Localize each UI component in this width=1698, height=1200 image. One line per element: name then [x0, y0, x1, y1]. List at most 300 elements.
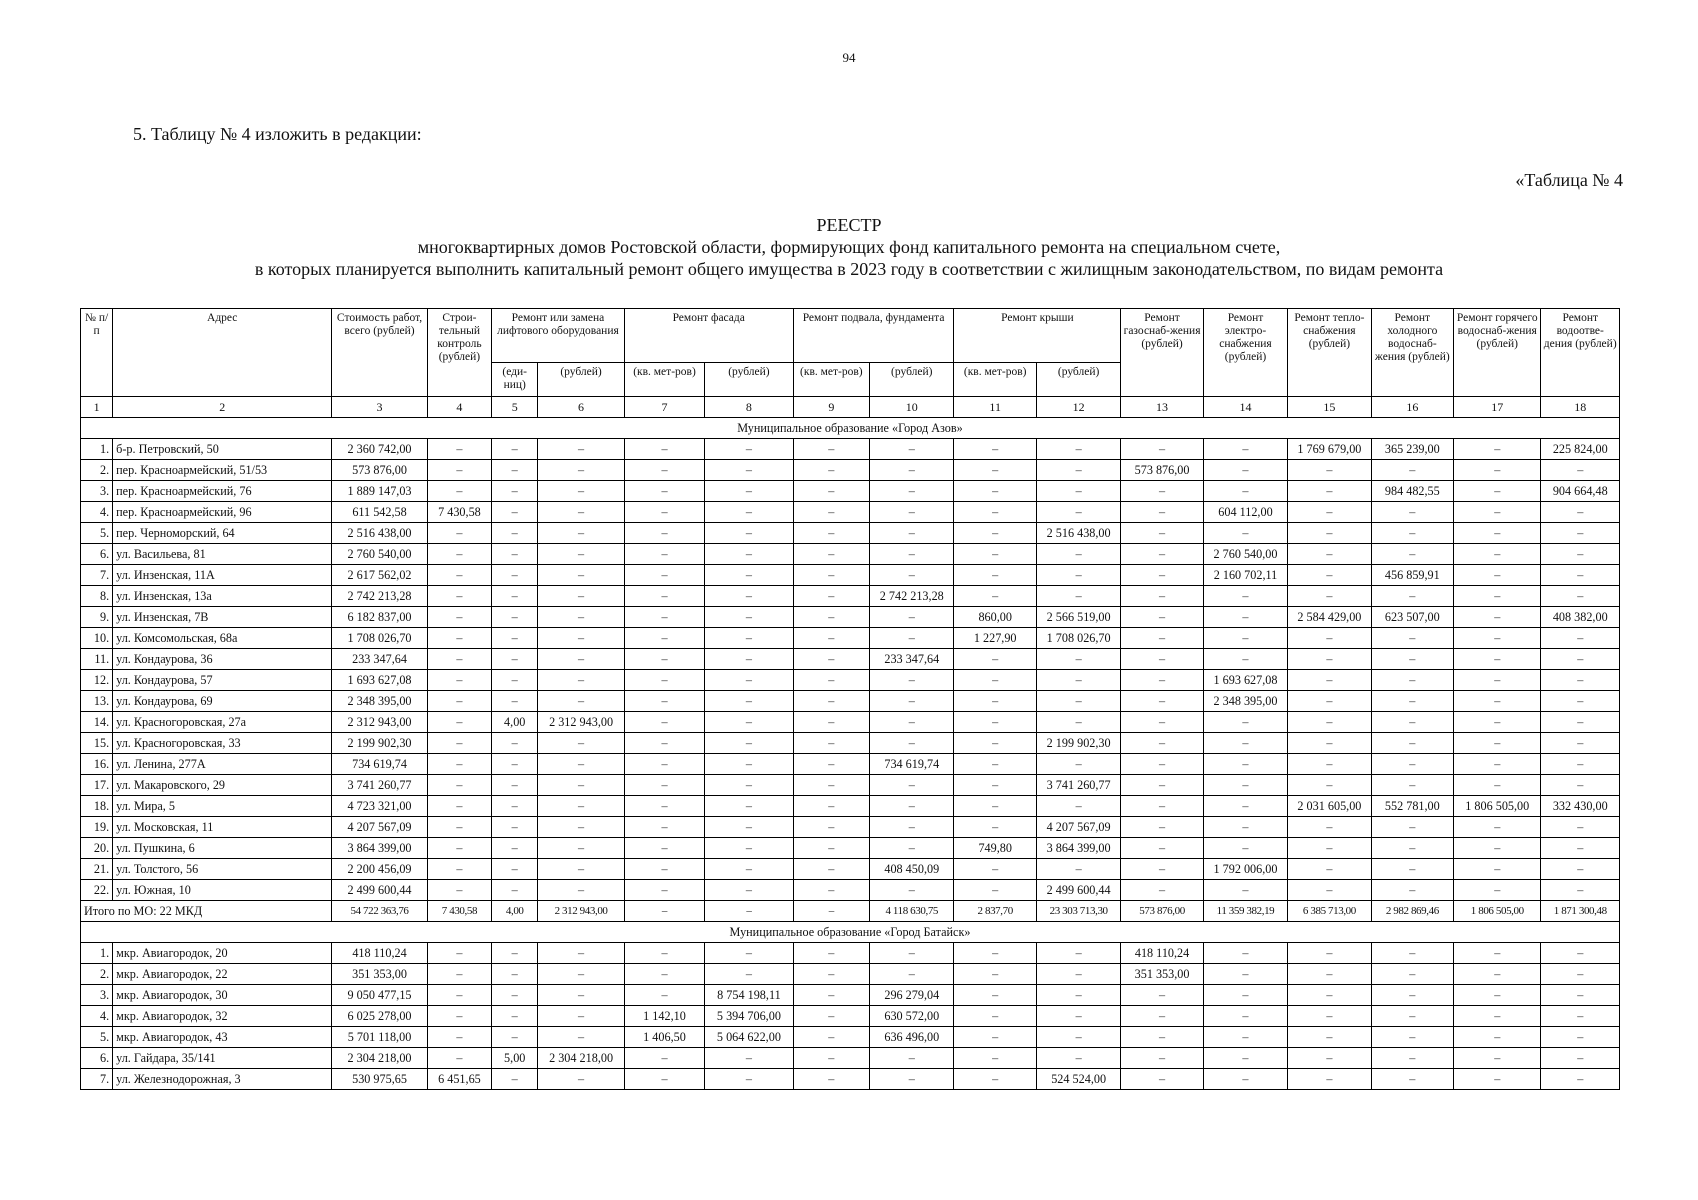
value-cell: – — [1288, 733, 1371, 754]
column-number: 1 — [81, 397, 113, 418]
value-cell: – — [1036, 670, 1120, 691]
value-cell: – — [954, 964, 1036, 985]
value-cell: – — [1036, 544, 1120, 565]
section-header-row — [81, 922, 1620, 943]
table-row — [81, 691, 1620, 712]
value-cell: – — [538, 838, 624, 859]
value-cell: – — [1288, 1048, 1371, 1069]
table-row — [81, 796, 1620, 817]
value-cell: – — [538, 439, 624, 460]
value-cell: – — [492, 733, 538, 754]
value-cell: – — [705, 481, 793, 502]
value-cell: – — [538, 586, 624, 607]
value-cell: 3 741 260,77 — [332, 775, 427, 796]
value-cell: – — [1203, 1048, 1287, 1069]
value-cell: – — [1203, 964, 1287, 985]
value-cell: – — [427, 586, 491, 607]
value-cell: – — [492, 523, 538, 544]
column-number: 16 — [1371, 397, 1453, 418]
table-header — [81, 309, 1620, 397]
value-cell: 3 864 399,00 — [1036, 838, 1120, 859]
value-cell: – — [538, 985, 624, 1006]
value-cell: – — [1121, 1027, 1203, 1048]
value-cell: 1 406,50 — [624, 1027, 704, 1048]
value-cell: – — [1454, 481, 1541, 502]
value-cell: 5,00 — [492, 1048, 538, 1069]
value-cell: – — [1036, 859, 1120, 880]
value-cell: – — [1203, 460, 1287, 481]
value-cell: – — [1203, 754, 1287, 775]
row-number: 13. — [81, 691, 113, 712]
value-cell: – — [1454, 691, 1541, 712]
value-cell: 2 516 438,00 — [332, 523, 427, 544]
value-cell: – — [624, 523, 704, 544]
value-cell: 2 617 562,02 — [332, 565, 427, 586]
value-cell: 1 792 006,00 — [1203, 859, 1287, 880]
value-cell: 2 160 702,11 — [1203, 565, 1287, 586]
value-cell: – — [492, 649, 538, 670]
value-cell: – — [1454, 775, 1541, 796]
value-cell: – — [1454, 607, 1541, 628]
value-cell: – — [492, 439, 538, 460]
value-cell: – — [492, 481, 538, 502]
value-cell: – — [1454, 754, 1541, 775]
row-number: 6. — [81, 1048, 113, 1069]
value-cell: – — [1541, 1027, 1620, 1048]
header-electric: Ремонт электро-снабжения (рублей) — [1203, 309, 1287, 397]
value-cell: 630 572,00 — [870, 1006, 954, 1027]
value-cell: – — [954, 796, 1036, 817]
row-number: 10. — [81, 628, 113, 649]
value-cell: – — [1541, 817, 1620, 838]
value-cell: – — [705, 817, 793, 838]
header-roof-rub: (рублей) — [1036, 363, 1120, 397]
value-cell: 6 182 837,00 — [332, 607, 427, 628]
value-cell: – — [538, 460, 624, 481]
value-cell: – — [624, 586, 704, 607]
value-cell: – — [870, 544, 954, 565]
value-cell: – — [793, 586, 869, 607]
value-cell: – — [793, 502, 869, 523]
value-cell: – — [1121, 712, 1203, 733]
value-cell: 749,80 — [954, 838, 1036, 859]
value-cell: – — [1371, 880, 1453, 901]
column-number: 9 — [793, 397, 869, 418]
value-cell: – — [1454, 712, 1541, 733]
document-title — [0, 214, 1698, 280]
header-address: Адрес — [113, 309, 332, 397]
value-cell: – — [538, 1006, 624, 1027]
table-row — [81, 1048, 1620, 1069]
value-cell: – — [870, 481, 954, 502]
value-cell: – — [1541, 544, 1620, 565]
value-cell: – — [1454, 985, 1541, 1006]
value-cell: – — [793, 817, 869, 838]
value-cell: – — [870, 502, 954, 523]
value-cell: – — [793, 523, 869, 544]
value-cell: – — [427, 439, 491, 460]
address-cell: пер. Красноармейский, 96 — [113, 502, 332, 523]
table-row — [81, 670, 1620, 691]
value-cell: – — [1121, 502, 1203, 523]
row-number: 1. — [81, 439, 113, 460]
value-cell: – — [705, 859, 793, 880]
value-cell: – — [1036, 754, 1120, 775]
address-cell: ул. Васильева, 81 — [113, 544, 332, 565]
table-row — [81, 439, 1620, 460]
value-cell: – — [492, 859, 538, 880]
table-row — [81, 460, 1620, 481]
column-number-row — [81, 397, 1620, 418]
value-cell: – — [705, 880, 793, 901]
header-heat: Ремонт тепло-снабжения (рублей) — [1288, 309, 1371, 397]
value-cell: – — [427, 796, 491, 817]
value-cell: 4 207 567,09 — [1036, 817, 1120, 838]
value-cell: – — [954, 817, 1036, 838]
total-value: 2 837,70 — [954, 901, 1036, 922]
value-cell: – — [624, 880, 704, 901]
value-cell: – — [1454, 1006, 1541, 1027]
value-cell: – — [870, 1069, 954, 1090]
value-cell: 2 760 540,00 — [1203, 544, 1287, 565]
value-cell: – — [1288, 544, 1371, 565]
value-cell: – — [1454, 460, 1541, 481]
total-value: 7 430,58 — [427, 901, 491, 922]
value-cell: – — [705, 754, 793, 775]
address-cell: ул. Ленина, 277А — [113, 754, 332, 775]
value-cell: – — [705, 607, 793, 628]
header-gas: Ремонт газоснаб-жения (рублей) — [1121, 309, 1203, 397]
value-cell: – — [624, 817, 704, 838]
value-cell: 6 451,65 — [427, 1069, 491, 1090]
value-cell: – — [624, 670, 704, 691]
column-number: 6 — [538, 397, 624, 418]
row-number: 8. — [81, 586, 113, 607]
value-cell: 2 348 395,00 — [1203, 691, 1287, 712]
value-cell: – — [427, 817, 491, 838]
value-cell: 225 824,00 — [1541, 439, 1620, 460]
address-cell: пер. Черноморский, 64 — [113, 523, 332, 544]
value-cell: – — [492, 775, 538, 796]
value-cell: – — [1203, 943, 1287, 964]
value-cell: – — [705, 775, 793, 796]
table-row — [81, 544, 1620, 565]
address-cell: мкр. Авиагородок, 30 — [113, 985, 332, 1006]
value-cell: – — [492, 565, 538, 586]
address-cell: ул. Пушкина, 6 — [113, 838, 332, 859]
value-cell: – — [1541, 712, 1620, 733]
column-number: 7 — [624, 397, 704, 418]
value-cell: – — [427, 964, 491, 985]
value-cell: – — [427, 712, 491, 733]
value-cell: 4 723 321,00 — [332, 796, 427, 817]
value-cell: – — [1036, 565, 1120, 586]
value-cell: – — [1541, 733, 1620, 754]
value-cell: – — [427, 607, 491, 628]
value-cell: – — [1371, 586, 1453, 607]
value-cell: – — [1541, 628, 1620, 649]
value-cell: – — [705, 628, 793, 649]
table-row — [81, 502, 1620, 523]
value-cell: – — [1288, 964, 1371, 985]
value-cell: – — [954, 649, 1036, 670]
value-cell: – — [793, 670, 869, 691]
value-cell: 573 876,00 — [332, 460, 427, 481]
table-row — [81, 565, 1620, 586]
value-cell: 233 347,64 — [332, 649, 427, 670]
value-cell: – — [1288, 691, 1371, 712]
address-cell: ул. Толстого, 56 — [113, 859, 332, 880]
value-cell: – — [954, 481, 1036, 502]
address-cell: пер. Красноармейский, 51/53 — [113, 460, 332, 481]
value-cell: – — [954, 754, 1036, 775]
value-cell: – — [793, 1027, 869, 1048]
row-number: 19. — [81, 817, 113, 838]
address-cell: б-р. Петровский, 50 — [113, 439, 332, 460]
value-cell: – — [492, 754, 538, 775]
address-cell: ул. Железнодорожная, 3 — [113, 1069, 332, 1090]
value-cell: – — [1036, 460, 1120, 481]
value-cell: – — [1036, 481, 1120, 502]
value-cell: – — [624, 565, 704, 586]
value-cell: 3 864 399,00 — [332, 838, 427, 859]
value-cell: 2 348 395,00 — [332, 691, 427, 712]
value-cell: – — [1541, 775, 1620, 796]
value-cell: 418 110,24 — [332, 943, 427, 964]
value-cell: 456 859,91 — [1371, 565, 1453, 586]
value-cell: – — [793, 607, 869, 628]
value-cell: – — [954, 775, 1036, 796]
value-cell: – — [1203, 733, 1287, 754]
value-cell: – — [705, 460, 793, 481]
row-number: 12. — [81, 670, 113, 691]
value-cell: 3 741 260,77 — [1036, 775, 1120, 796]
table-row — [81, 775, 1620, 796]
value-cell: – — [1454, 1048, 1541, 1069]
value-cell: – — [538, 502, 624, 523]
value-cell: 1 889 147,03 — [332, 481, 427, 502]
value-cell: – — [492, 1006, 538, 1027]
value-cell: – — [1454, 817, 1541, 838]
value-cell: 734 619,74 — [332, 754, 427, 775]
value-cell: – — [1454, 733, 1541, 754]
header-num: № п/п — [81, 309, 113, 397]
column-number: 14 — [1203, 397, 1287, 418]
value-cell: – — [1288, 754, 1371, 775]
table-row — [81, 943, 1620, 964]
table-row — [81, 880, 1620, 901]
value-cell: – — [1121, 523, 1203, 544]
value-cell: – — [1288, 985, 1371, 1006]
value-cell: – — [1371, 775, 1453, 796]
value-cell: – — [624, 1048, 704, 1069]
value-cell: – — [1288, 1006, 1371, 1027]
value-cell: – — [1454, 544, 1541, 565]
address-cell: пер. Красноармейский, 76 — [113, 481, 332, 502]
value-cell: – — [624, 754, 704, 775]
value-cell: – — [492, 628, 538, 649]
value-cell: 2 499 600,44 — [1036, 880, 1120, 901]
value-cell: – — [1454, 964, 1541, 985]
value-cell: 296 279,04 — [870, 985, 954, 1006]
value-cell: – — [1288, 817, 1371, 838]
value-cell: – — [1454, 439, 1541, 460]
row-number: 2. — [81, 460, 113, 481]
value-cell: – — [1371, 1069, 1453, 1090]
value-cell: – — [954, 880, 1036, 901]
value-cell: – — [624, 964, 704, 985]
value-cell: – — [793, 838, 869, 859]
value-cell: – — [1371, 817, 1453, 838]
table-row — [81, 964, 1620, 985]
table-row — [81, 586, 1620, 607]
value-cell: – — [492, 607, 538, 628]
value-cell: – — [1371, 1006, 1453, 1027]
value-cell: – — [624, 649, 704, 670]
total-value: 1 806 505,00 — [1454, 901, 1541, 922]
row-number: 16. — [81, 754, 113, 775]
value-cell: – — [870, 796, 954, 817]
header-basement-m: (кв. мет-ров) — [793, 363, 869, 397]
value-cell: – — [1121, 859, 1203, 880]
value-cell: 2 312 943,00 — [538, 712, 624, 733]
value-cell: – — [1121, 544, 1203, 565]
value-cell: 2 304 218,00 — [538, 1048, 624, 1069]
value-cell: – — [427, 460, 491, 481]
row-number: 15. — [81, 733, 113, 754]
value-cell: 1 806 505,00 — [1454, 796, 1541, 817]
row-number: 3. — [81, 481, 113, 502]
header-control: Строи-тельный контроль (рублей) — [427, 309, 491, 397]
value-cell: – — [954, 502, 1036, 523]
value-cell: – — [1203, 607, 1287, 628]
value-cell: – — [954, 670, 1036, 691]
value-cell: – — [1541, 1048, 1620, 1069]
value-cell: – — [1288, 838, 1371, 859]
value-cell: – — [624, 712, 704, 733]
value-cell: 623 507,00 — [1371, 607, 1453, 628]
header-basement: Ремонт подвала, фундамента — [793, 309, 954, 363]
value-cell: – — [793, 439, 869, 460]
value-cell: – — [538, 880, 624, 901]
value-cell: – — [1371, 460, 1453, 481]
title-line-2: многоквартирных домов Ростовской области, формирующих фонд капитального ремонта на специальном счете, — [417, 237, 1281, 257]
value-cell: 2 760 540,00 — [332, 544, 427, 565]
value-cell: – — [793, 775, 869, 796]
value-cell: – — [1203, 1006, 1287, 1027]
value-cell: – — [492, 586, 538, 607]
table-label: «Таблица № 4 — [1515, 170, 1623, 190]
value-cell: – — [705, 733, 793, 754]
table-row — [81, 838, 1620, 859]
value-cell: – — [624, 1069, 704, 1090]
value-cell: – — [1288, 670, 1371, 691]
address-cell: ул. Красногоровская, 27а — [113, 712, 332, 733]
value-cell: – — [1371, 754, 1453, 775]
value-cell: – — [793, 754, 869, 775]
value-cell: – — [870, 733, 954, 754]
value-cell: – — [870, 460, 954, 481]
value-cell: 984 482,55 — [1371, 481, 1453, 502]
row-number: 7. — [81, 565, 113, 586]
value-cell: 552 781,00 — [1371, 796, 1453, 817]
value-cell: – — [1036, 796, 1120, 817]
value-cell: – — [954, 733, 1036, 754]
value-cell: – — [1541, 943, 1620, 964]
value-cell: – — [427, 565, 491, 586]
column-number: 10 — [870, 397, 954, 418]
value-cell: 604 112,00 — [1203, 502, 1287, 523]
value-cell: – — [870, 607, 954, 628]
value-cell: – — [1121, 1006, 1203, 1027]
value-cell: – — [427, 733, 491, 754]
row-number: 9. — [81, 607, 113, 628]
header-cost: Стоимость работ, всего (рублей) — [332, 309, 427, 397]
header-cold-water: Ремонт холодного водоснаб-жения (рублей) — [1371, 309, 1453, 397]
address-cell: мкр. Авиагородок, 20 — [113, 943, 332, 964]
value-cell: – — [705, 691, 793, 712]
value-cell: – — [793, 859, 869, 880]
table-row — [81, 817, 1620, 838]
column-number: 2 — [113, 397, 332, 418]
table-row — [81, 712, 1620, 733]
value-cell: 530 975,65 — [332, 1069, 427, 1090]
value-cell: – — [954, 1048, 1036, 1069]
column-number: 17 — [1454, 397, 1541, 418]
intro-text: 5. Таблицу № 4 изложить в редакции: — [133, 124, 422, 144]
value-cell: 2 516 438,00 — [1036, 523, 1120, 544]
value-cell: 408 382,00 — [1541, 607, 1620, 628]
value-cell: 4,00 — [492, 712, 538, 733]
row-number: 21. — [81, 859, 113, 880]
value-cell: 6 025 278,00 — [332, 1006, 427, 1027]
value-cell: – — [1121, 754, 1203, 775]
value-cell: – — [870, 439, 954, 460]
table-row — [81, 523, 1620, 544]
address-cell: ул. Инзенская, 13а — [113, 586, 332, 607]
value-cell: – — [1036, 1006, 1120, 1027]
value-cell: – — [492, 964, 538, 985]
total-value: 4,00 — [492, 901, 538, 922]
value-cell: 1 769 679,00 — [1288, 439, 1371, 460]
table-row — [81, 649, 1620, 670]
value-cell: – — [1371, 523, 1453, 544]
value-cell: 2 584 429,00 — [1288, 607, 1371, 628]
value-cell: – — [427, 670, 491, 691]
header-roof-m: (кв. мет-ров) — [954, 363, 1036, 397]
value-cell: – — [624, 859, 704, 880]
total-value: 4 118 630,75 — [870, 901, 954, 922]
value-cell: – — [1121, 985, 1203, 1006]
value-cell: – — [427, 481, 491, 502]
value-cell: – — [538, 670, 624, 691]
value-cell: – — [1288, 712, 1371, 733]
value-cell: – — [538, 817, 624, 838]
value-cell: – — [1454, 943, 1541, 964]
value-cell: 2 742 213,28 — [332, 586, 427, 607]
value-cell: – — [1121, 565, 1203, 586]
value-cell: – — [1371, 628, 1453, 649]
value-cell: 2 304 218,00 — [332, 1048, 427, 1069]
value-cell: – — [1036, 964, 1120, 985]
value-cell: – — [793, 460, 869, 481]
value-cell: – — [870, 838, 954, 859]
table-row — [81, 1027, 1620, 1048]
value-cell: – — [793, 985, 869, 1006]
header-roof: Ремонт крыши — [954, 309, 1121, 363]
address-cell: ул. Инзенская, 11А — [113, 565, 332, 586]
value-cell: – — [1371, 1027, 1453, 1048]
